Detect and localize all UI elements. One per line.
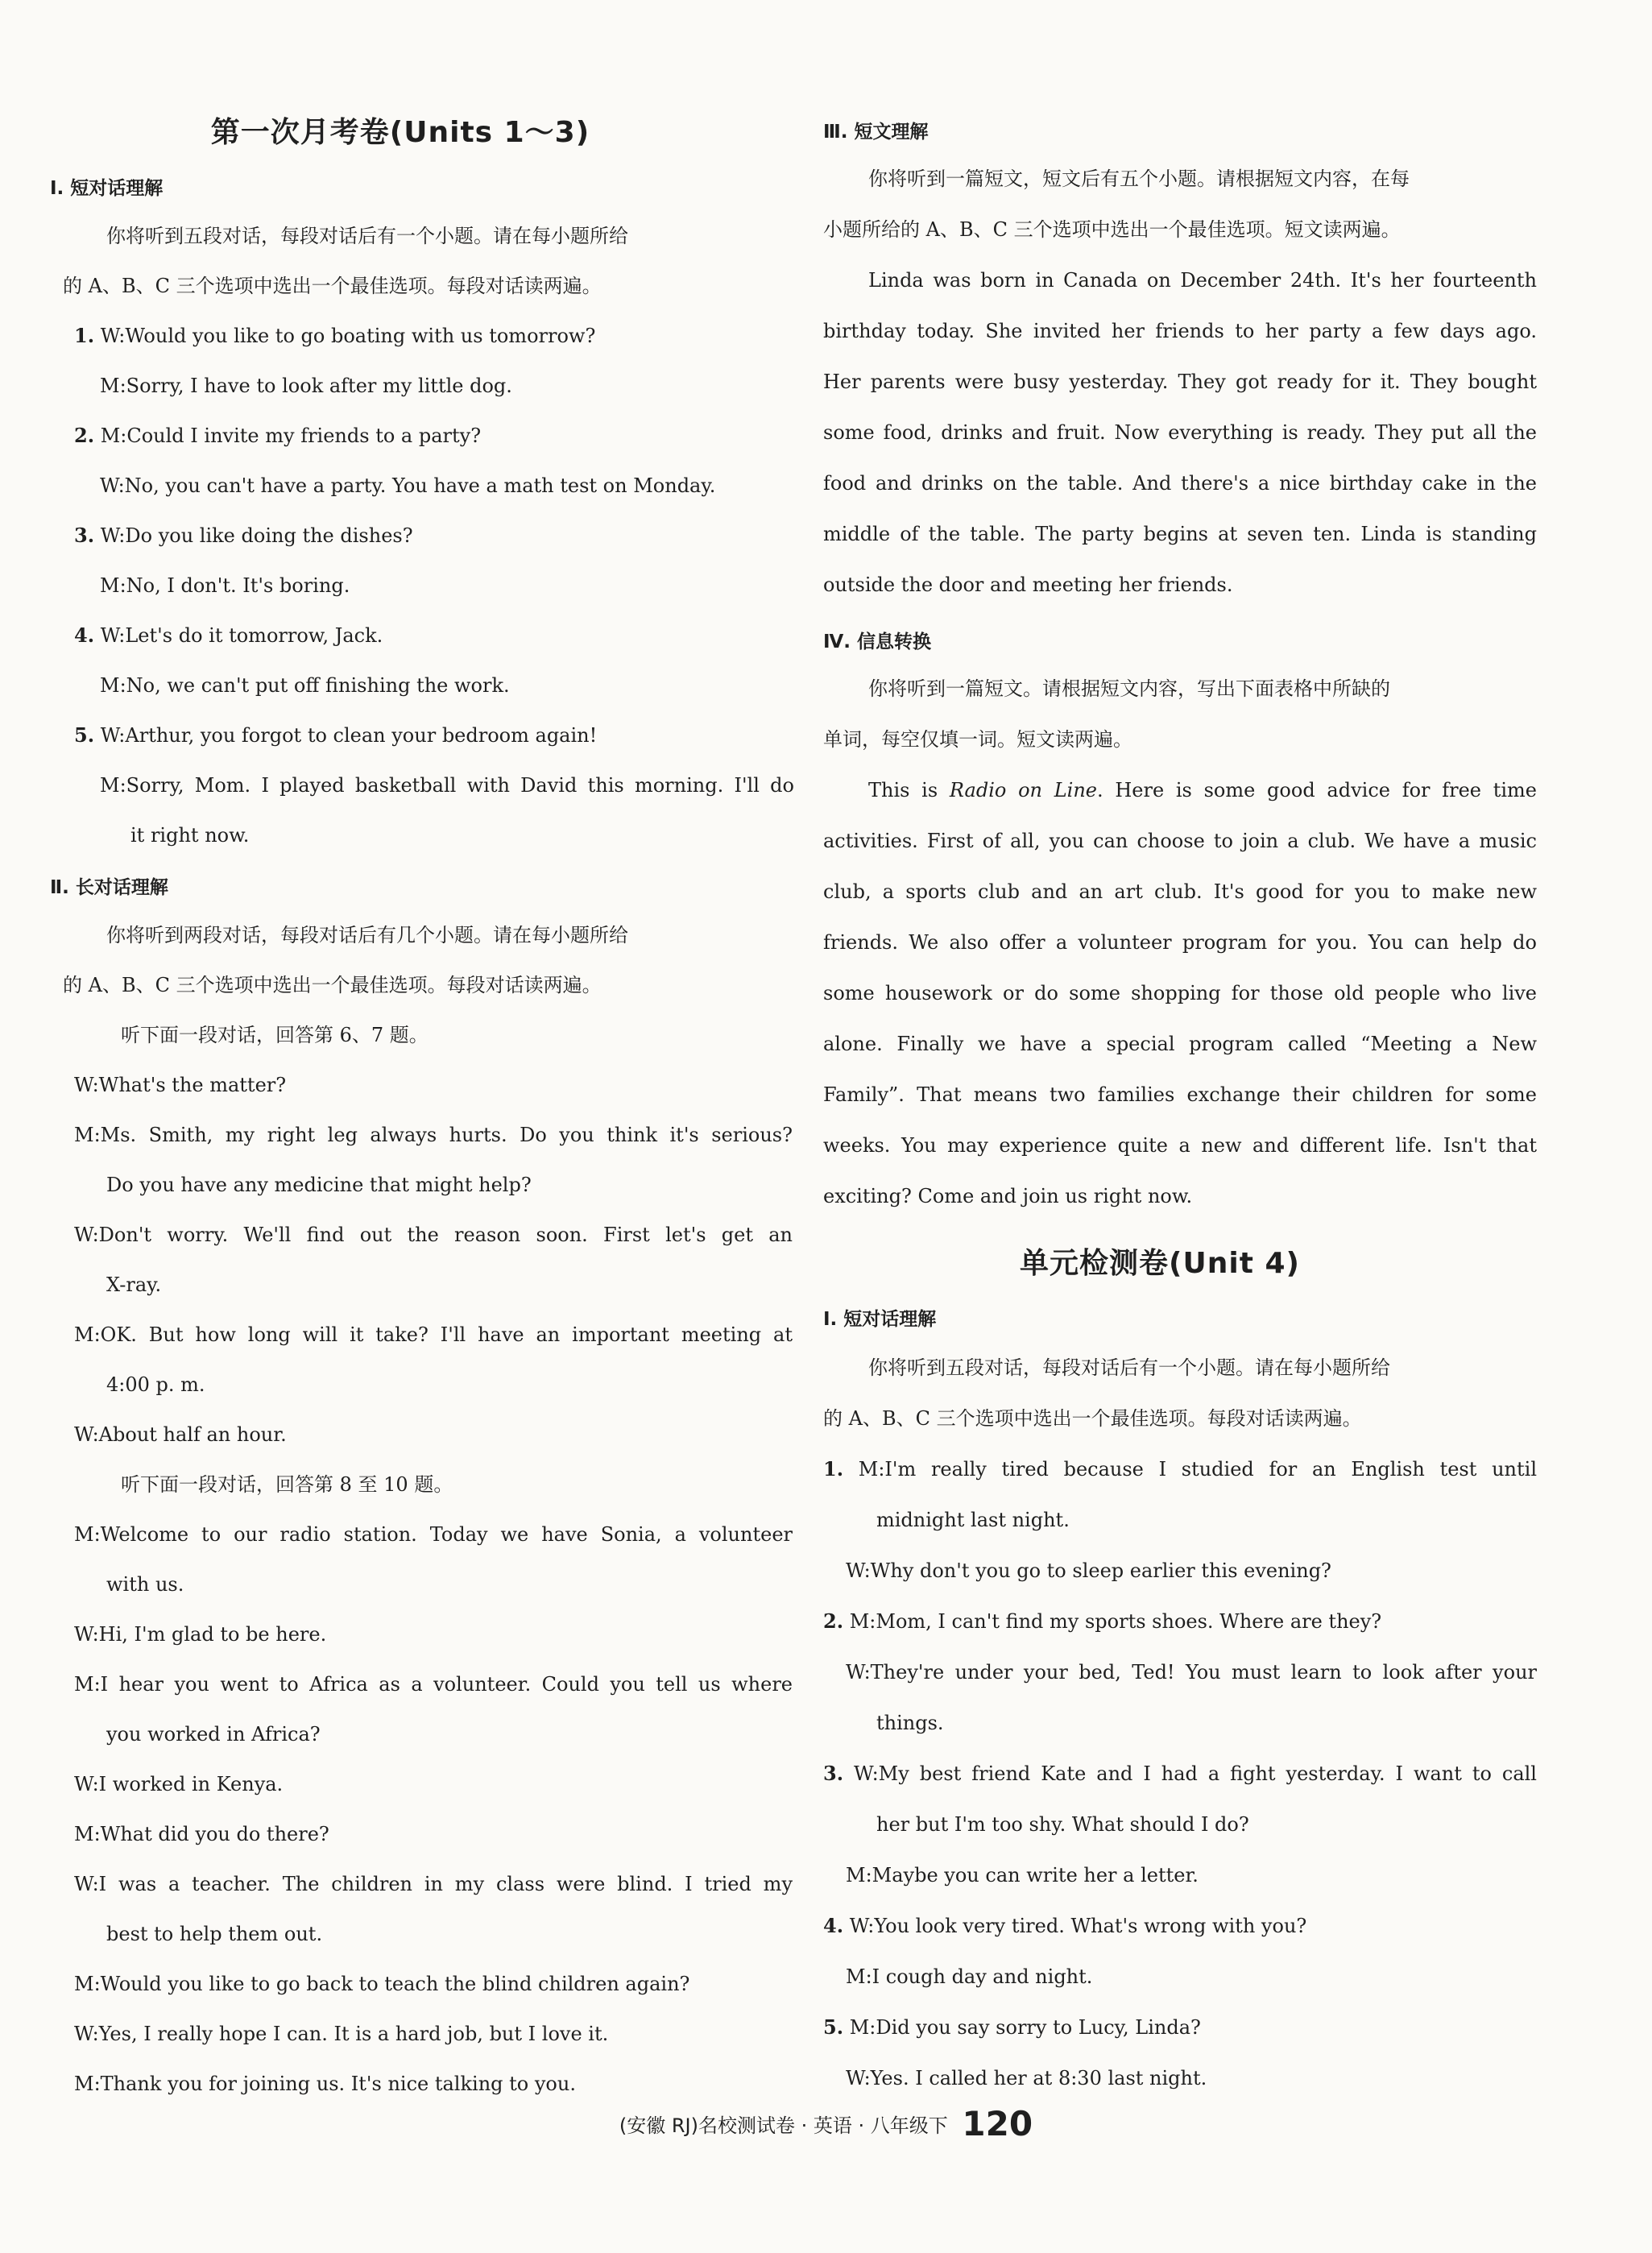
dialogue-line: 4:00 p. m. bbox=[106, 1373, 205, 1396]
dialogue-line: M:Maybe you can write her a letter. bbox=[846, 1864, 1199, 1886]
question-number: 3. bbox=[823, 1762, 844, 1785]
dialogue-text: W:Arthur, you forgot to clean your bedroom again! bbox=[100, 724, 598, 747]
dialogue-line: W:No, you can't have a party. You have a math test on Monday. bbox=[100, 474, 716, 497]
dialogue-text: M:Did you say sorry to Lucy, Linda? bbox=[849, 2016, 1201, 2039]
instruction-line: 你将听到两段对话，每段对话后有几个小题。请在每小题所给 bbox=[106, 924, 628, 946]
instruction-line: 的 A、B、C 三个选项中选出一个最佳选项。每段对话读两遍。 bbox=[63, 275, 602, 297]
dialogue-line: best to help them out. bbox=[106, 1923, 323, 1945]
passage-line: activities. First of all, you can choose to join a club. We have a music bbox=[823, 830, 1537, 852]
question-number: 1. bbox=[823, 1457, 844, 1481]
dialogue-line: her but I'm too shy. What should I do? bbox=[876, 1813, 1249, 1836]
dialogue-line: things. bbox=[876, 1712, 944, 1734]
passage-line: friends. We also offer a volunteer program for you. You can help do bbox=[823, 931, 1537, 954]
passage-line: club, a sports club and an art club. It's good for you to make new bbox=[823, 880, 1537, 903]
dialogue-line: M:Sorry, Mom. I played basketball with David this morning. I'll do bbox=[100, 774, 794, 797]
instruction-line: 你将听到五段对话，每段对话后有一个小题。请在每小题所给 bbox=[106, 225, 628, 247]
dialogue-text: M:Mom, I can't find my sports shoes. Where are they? bbox=[849, 1610, 1382, 1633]
question-line bbox=[823, 1762, 1537, 1786]
passage-line: birthday today. She invited her friends to her party a few days ago. bbox=[823, 320, 1537, 342]
dialogue-text: W:Do you like doing the dishes? bbox=[100, 524, 413, 547]
instruction-line: 你将听到一篇短文。请根据短文内容，写出下面表格中所缺的 bbox=[868, 677, 1390, 700]
dialogue-line: W:I worked in Kenya. bbox=[74, 1773, 284, 1795]
question-number: 3. bbox=[74, 524, 95, 547]
question-line bbox=[74, 424, 481, 448]
dialogue-line: X-ray. bbox=[106, 1274, 162, 1296]
instruction-line: 小题所给的 A、B、C 三个选项中选出一个最佳选项。短文读两遍。 bbox=[823, 218, 1401, 241]
passage-line: exciting? Come and join us right now. bbox=[823, 1185, 1193, 1207]
passage-line bbox=[868, 778, 1537, 802]
passage-line: outside the door and meeting her friends. bbox=[823, 574, 1233, 596]
instruction-line: 你将听到一篇短文，短文后有五个小题。请根据短文内容，在每 bbox=[868, 168, 1410, 190]
dialogue-line: W:Yes, I really hope I can. It is a hard job, but I love it. bbox=[74, 2023, 609, 2045]
dialogue-text: W:My best friend Kate and I had a fight yesterday. I want to call bbox=[854, 1762, 1537, 1785]
exam-title: 第一次月考卷(Units 1～3) bbox=[210, 116, 590, 149]
dialogue-line: W:I was a teacher. The children in my class were blind. I tried my bbox=[74, 1873, 793, 1895]
instruction-line: 听下面一段对话，回答第 8 至 10 题。 bbox=[121, 1473, 453, 1496]
dialogue-line: M:Ms. Smith, my right leg always hurts. Do you think it's serious? bbox=[74, 1124, 793, 1146]
dialogue-line: W:About half an hour. bbox=[74, 1423, 287, 1446]
dialogue-line: M:Would you like to go back to teach the blind children again? bbox=[74, 1973, 690, 1995]
passage-line: Her parents were busy yesterday. They got ready for it. They bought bbox=[823, 371, 1537, 393]
dialogue-line: Do you have any medicine that might help? bbox=[106, 1174, 532, 1196]
passage-text: This is bbox=[868, 779, 950, 801]
question-line bbox=[74, 623, 383, 648]
dialogue-line: you worked in Africa? bbox=[106, 1723, 321, 1746]
instruction-line: 听下面一段对话，回答第 6、7 题。 bbox=[121, 1024, 429, 1046]
instruction-line: 你将听到五段对话，每段对话后有一个小题。请在每小题所给 bbox=[868, 1356, 1390, 1379]
question-number: 1. bbox=[74, 324, 95, 347]
instruction-line: 单词，每空仅填一词。短文读两遍。 bbox=[823, 728, 1132, 751]
dialogue-line: W:Yes. I called her at 8:30 last night. bbox=[846, 2067, 1207, 2089]
dialogue-text: M:I'm really tired because I studied for an English test until bbox=[858, 1458, 1537, 1481]
dialogue-text: W:Would you like to go boating with us tomorrow? bbox=[100, 325, 596, 347]
question-line bbox=[823, 1609, 1381, 1634]
instruction-line: 的 A、B、C 三个选项中选出一个最佳选项。每段对话读两遍。 bbox=[63, 974, 602, 996]
passage-line: some food, drinks and fruit. Now everything is ready. They put all the bbox=[823, 421, 1537, 444]
dialogue-line: W:Hi, I'm glad to be here. bbox=[74, 1623, 327, 1646]
exam-title: 单元检测卷(Unit 4) bbox=[1020, 1247, 1300, 1280]
question-line bbox=[823, 1914, 1306, 1938]
passage-line: Family”. That means two families exchange their children for some bbox=[823, 1083, 1537, 1106]
dialogue-line: M:No, we can't put off finishing the work. bbox=[100, 674, 510, 697]
dialogue-text: W:Let's do it tomorrow, Jack. bbox=[100, 624, 383, 647]
dialogue-line: it right now. bbox=[130, 824, 250, 847]
question-number: 2. bbox=[74, 424, 95, 447]
question-number: 5. bbox=[74, 723, 95, 747]
dialogue-text: W:You look very tired. What's wrong with you? bbox=[849, 1915, 1307, 1937]
question-line bbox=[823, 2015, 1201, 2040]
question-number: 2. bbox=[823, 1609, 844, 1633]
dialogue-line: W:What's the matter? bbox=[74, 1074, 287, 1096]
section-heading: Ⅰ. 短对话理解 bbox=[50, 178, 164, 199]
footer-text: (安徽 RJ)名校测试卷 · 英语 · 八年级下 bbox=[619, 2114, 948, 2137]
dialogue-line: W:They're under your bed, Ted! You must learn to look after your bbox=[846, 1661, 1537, 1684]
question-number: 4. bbox=[74, 623, 95, 647]
page-number: 120 bbox=[962, 2104, 1033, 2143]
passage-text: . Here is some good advice for free time bbox=[1096, 779, 1537, 801]
passage-line: Linda was born in Canada on December 24th. It's her fourteenth bbox=[868, 269, 1537, 292]
question-line bbox=[823, 1457, 1537, 1481]
dialogue-line: M:What did you do there? bbox=[74, 1823, 329, 1845]
dialogue-line: M:No, I don't. It's boring. bbox=[100, 574, 350, 597]
page-footer bbox=[0, 2104, 1652, 2143]
section-heading: Ⅲ. 短文理解 bbox=[823, 122, 929, 143]
section-heading: Ⅱ. 长对话理解 bbox=[50, 877, 168, 898]
dialogue-line: midnight last night. bbox=[876, 1509, 1070, 1531]
program-name: Radio on Line bbox=[949, 779, 1097, 801]
dialogue-line: M:I cough day and night. bbox=[846, 1965, 1093, 1988]
question-number: 5. bbox=[823, 2015, 844, 2039]
question-line bbox=[74, 723, 597, 748]
dialogue-text: M:Could I invite my friends to a party? bbox=[100, 425, 482, 447]
dialogue-line: W:Don't worry. We'll find out the reason soon. First let's get an bbox=[74, 1224, 793, 1246]
instruction-line: 的 A、B、C 三个选项中选出一个最佳选项。每段对话读两遍。 bbox=[823, 1407, 1362, 1430]
section-heading: Ⅰ. 短对话理解 bbox=[823, 1309, 937, 1330]
question-number: 4. bbox=[823, 1914, 844, 1937]
passage-line: middle of the table. The party begins at seven ten. Linda is standing bbox=[823, 523, 1537, 545]
question-line bbox=[74, 524, 413, 548]
dialogue-line: M:OK. But how long will it take? I'll have an important meeting at bbox=[74, 1323, 793, 1346]
passage-line: alone. Finally we have a special program called “Meeting a New bbox=[823, 1033, 1537, 1055]
dialogue-line: with us. bbox=[106, 1573, 184, 1596]
dialogue-line: W:Why don't you go to sleep earlier this evening? bbox=[846, 1559, 1331, 1582]
dialogue-line: M:Welcome to our radio station. Today we have Sonia, a volunteer bbox=[74, 1523, 793, 1546]
dialogue-line: M:Sorry, I have to look after my little dog. bbox=[100, 375, 512, 397]
question-line bbox=[74, 324, 595, 348]
dialogue-line: M:Thank you for joining us. It's nice talking to you. bbox=[74, 2073, 576, 2095]
passage-line: some housework or do some shopping for those old people who live bbox=[823, 982, 1537, 1004]
section-heading: Ⅳ. 信息转换 bbox=[823, 632, 932, 652]
passage-line: weeks. You may experience quite a new and different life. Isn't that bbox=[823, 1134, 1537, 1157]
dialogue-line: M:I hear you went to Africa as a volunteer. Could you tell us where bbox=[74, 1673, 793, 1696]
passage-line: food and drinks on the table. And there's a nice birthday cake in the bbox=[823, 472, 1537, 495]
